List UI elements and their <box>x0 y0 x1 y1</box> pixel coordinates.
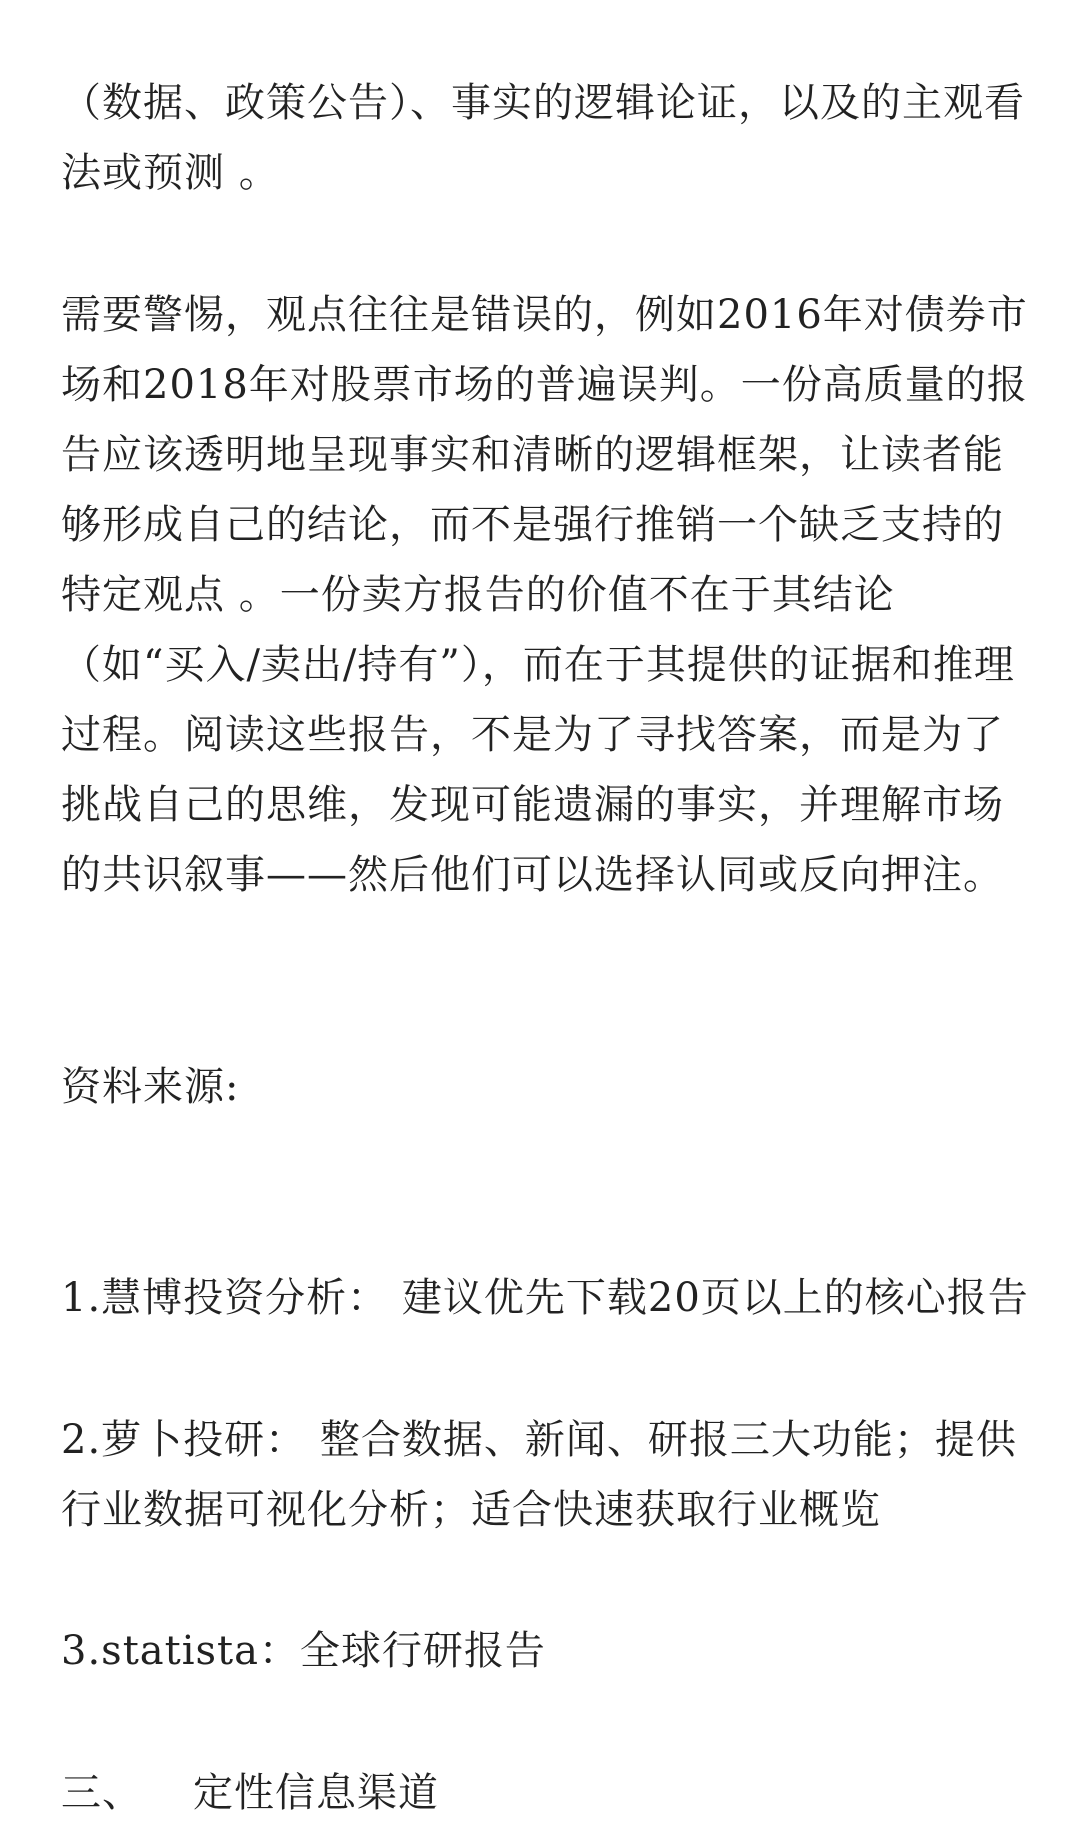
source-item-3: 3.statista：全球行研报告 <box>61 1628 546 1674</box>
source-item-2: 2.萝卜投研： 整合数据、新闻、研报三大功能；提供行业数据可视化分析；适合快速获取行业概览 <box>61 1417 1017 1533</box>
section-heading-title: 定性信息渠道 <box>193 1770 439 1816</box>
article-body <box>61 68 1031 1828</box>
section-heading <box>61 1758 1031 1828</box>
warning-paragraph: 需要警惕，观点往往是错误的，例如2016年对债券市场和2018年对股票市场的普遍误判。一份高质量的报告应该透明地呈现事实和清晰的逻辑框架，让读者能够形成自己的结论，而不是强行推销一个缺乏支持的特定观点 。一份卖方报告的价值不在于其结论（如“买入/卖出/持有”），而在于其提供的证据和推理过程。阅读这些报告，不是为了寻找答案，而是为了挑战自己的思维，发现可能遗漏的事实，并理解市场的共识叙事——然后他们可以选择认同或反向押注。 <box>61 292 1028 898</box>
intro-continuation-paragraph: （数据、政策公告）、事实的逻辑论证，以及的主观看法或预测 。 <box>61 80 1025 196</box>
sources-label: 资料来源: <box>61 1064 240 1110</box>
source-item-1: 1.慧博投资分析： 建议优先下载20页以上的核心报告 <box>61 1275 1029 1321</box>
section-heading-number: 三、 <box>61 1770 143 1816</box>
